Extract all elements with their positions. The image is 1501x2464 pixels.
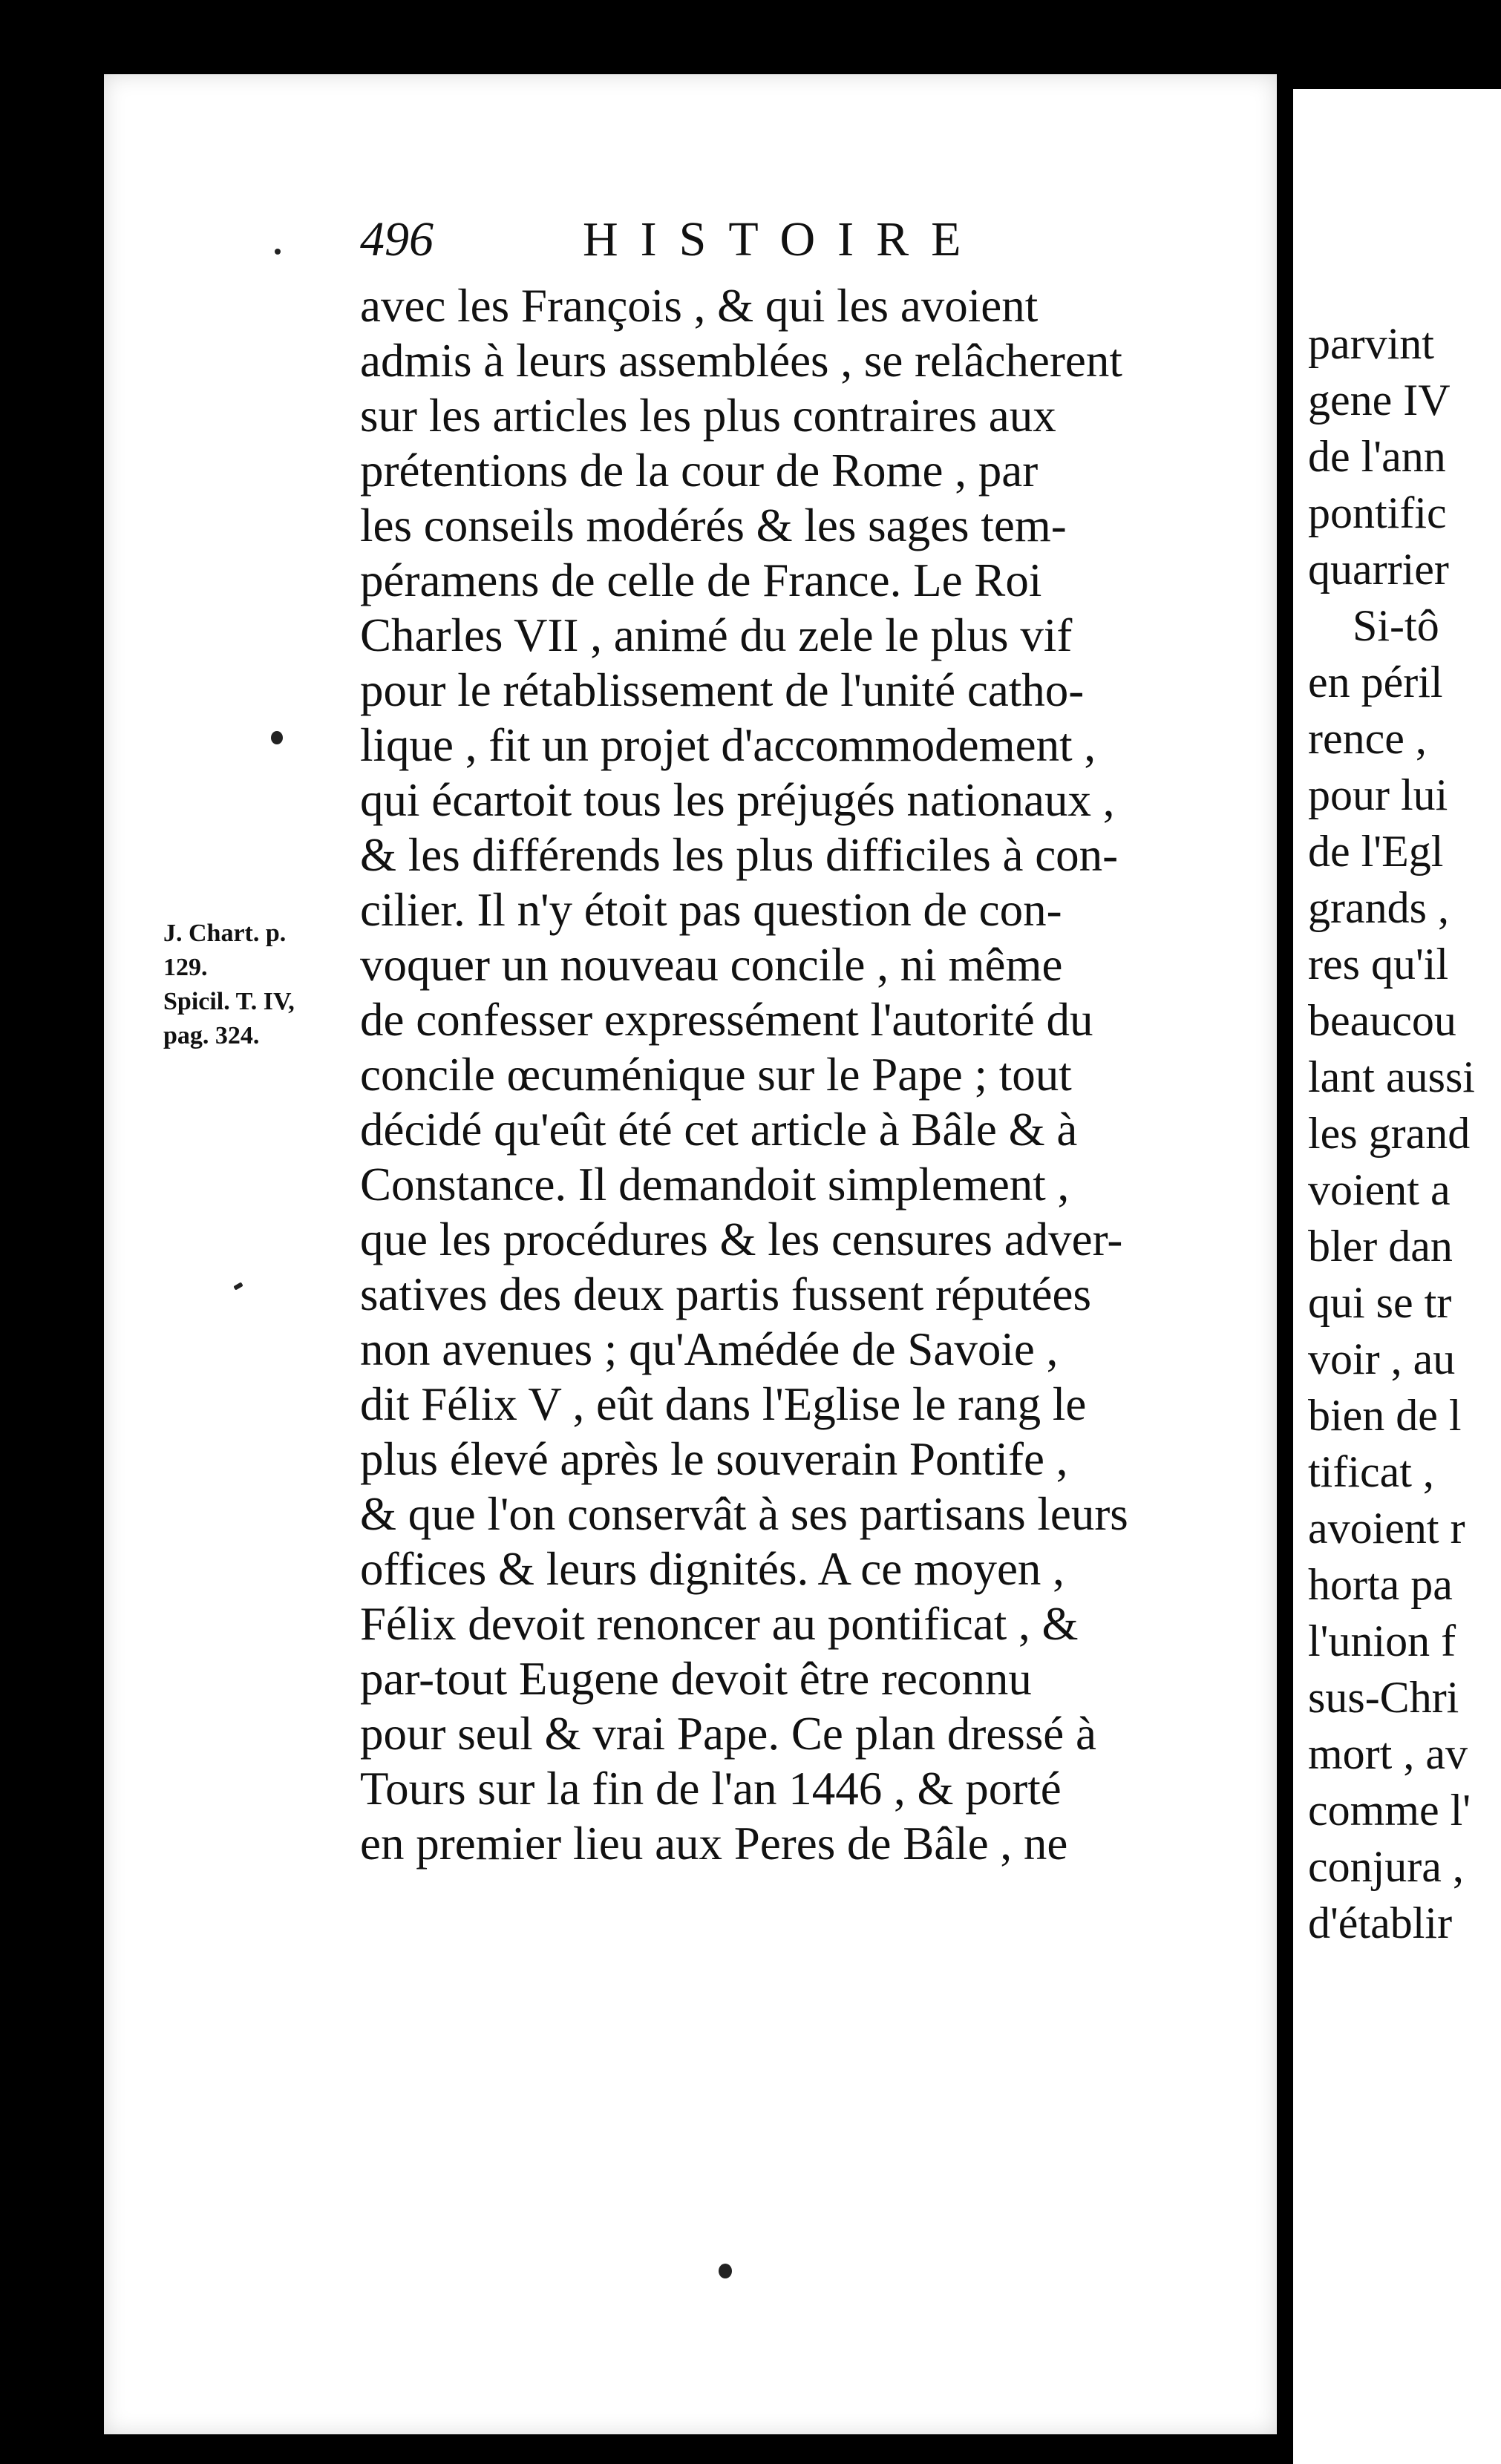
text-line: satives des deux partis fussent réputées [360, 1268, 1091, 1320]
facing-text-line: voir , au [1308, 1334, 1456, 1383]
text-line: de confesser expressément l'autorité du [360, 994, 1093, 1046]
facing-text-line: grands , [1308, 883, 1449, 932]
text-line: dit Félix V , eût dans l'Eglise le rang le [360, 1378, 1087, 1430]
text-line: en premier lieu aux Peres de Bâle , ne [360, 1818, 1068, 1870]
text-line: avec les François , & qui les avoient [360, 280, 1039, 332]
text-line: voquer un nouveau concile , ni même [360, 939, 1063, 991]
facing-text-line: d'établir [1308, 1898, 1453, 1947]
facing-page [1293, 89, 1501, 2464]
facing-text-line: gene IV [1308, 376, 1451, 425]
text-line: que les procédures & les censures adver- [360, 1213, 1123, 1265]
facing-text-line: avoient r [1308, 1504, 1465, 1553]
text-line: & que l'on conservât à ses partisans leurs [360, 1488, 1128, 1540]
facing-text-line: mort , av [1308, 1729, 1468, 1778]
text-line: lique , fit un projet d'accommodement , [360, 719, 1096, 771]
page-number: 496 [360, 212, 434, 266]
running-title: HISTOIRE [583, 212, 984, 266]
facing-text-line: lant aussi [1308, 1052, 1475, 1101]
facing-text-line: sus-Chri [1308, 1673, 1459, 1722]
facing-text-line: rence , [1308, 714, 1427, 763]
facing-text-line: conjura , [1308, 1842, 1464, 1891]
facing-text-line: horta pa [1308, 1560, 1453, 1609]
text-line: Charles VII , animé du zele le plus vif [360, 609, 1073, 661]
text-line: non avenues ; qu'Amédée de Savoie , [360, 1323, 1059, 1375]
text-line: concile œcuménique sur le Pape ; tout [360, 1049, 1072, 1101]
text-line: pour seul & vrai Pape. Ce plan dressé à [360, 1708, 1096, 1760]
text-line: plus élevé après le souverain Pontife , [360, 1433, 1068, 1485]
facing-text-line: de l'ann [1308, 432, 1446, 481]
facing-text-line: Si-tô [1353, 601, 1439, 650]
facing-page-text [1308, 315, 1475, 1951]
text-line: cilier. Il n'y étoit pas question de con- [360, 884, 1062, 936]
text-line: Félix devoit renoncer au pontificat , & [360, 1598, 1079, 1650]
margin-note [163, 917, 356, 1053]
margin-note-line: pag. 324. [163, 1022, 260, 1049]
facing-text-line: comme l' [1308, 1786, 1471, 1835]
text-line: prétentions de la cour de Rome , par [360, 445, 1039, 497]
text-line: les conseils modérés & les sages tem- [360, 499, 1067, 551]
margin-note-line: 129. [163, 954, 208, 981]
main-text-block [360, 278, 1214, 1871]
text-line: par-tout Eugene devoit être reconnu [360, 1653, 1032, 1705]
facing-text-line: quarrier [1308, 545, 1449, 594]
ink-speck [271, 731, 283, 744]
running-head [360, 212, 1102, 271]
text-line: sur les articles les plus contraires aux [360, 390, 1056, 442]
text-line: offices & leurs dignités. A ce moyen , [360, 1543, 1065, 1595]
facing-text-line: de l'Egl [1308, 827, 1444, 876]
facing-text-line: voient a [1308, 1165, 1451, 1214]
facing-text-line: l'union f [1308, 1616, 1456, 1665]
text-line: péramens de celle de France. Le Roi [360, 554, 1042, 606]
facing-text-line: les grand [1308, 1109, 1471, 1158]
facing-text-line: en péril [1308, 658, 1443, 707]
text-line: qui écartoit tous les préjugés nationaux , [360, 774, 1115, 826]
facing-text-line: parvint [1308, 319, 1434, 368]
ink-speck [275, 249, 281, 255]
ink-speck [719, 2264, 732, 2278]
text-line: Constance. Il demandoit simplement , [360, 1159, 1070, 1210]
text-line: Tours sur la fin de l'an 1446 , & porté [360, 1763, 1062, 1815]
text-line: pour le rétablissement de l'unité catho- [360, 664, 1085, 716]
facing-text-line: bler dan [1308, 1222, 1453, 1271]
margin-note-line: Spicil. T. IV, [163, 988, 295, 1015]
facing-text-line: beaucou [1308, 996, 1456, 1045]
margin-note-line: J. Chart. p. [163, 920, 287, 947]
facing-text-line: pontific [1308, 488, 1447, 537]
text-line: & les différends les plus difficiles à con- [360, 829, 1119, 881]
facing-text-line: pour lui [1308, 770, 1448, 819]
facing-text-line: bien de l [1308, 1391, 1462, 1440]
facing-text-line: qui se tr [1308, 1278, 1452, 1327]
text-line: décidé qu'eût été cet article à Bâle & à [360, 1104, 1078, 1156]
facing-text-line: res qu'il [1308, 940, 1449, 989]
text-line: admis à leurs assemblées , se relâcherent [360, 335, 1122, 387]
facing-text-line: tificat , [1308, 1447, 1434, 1496]
